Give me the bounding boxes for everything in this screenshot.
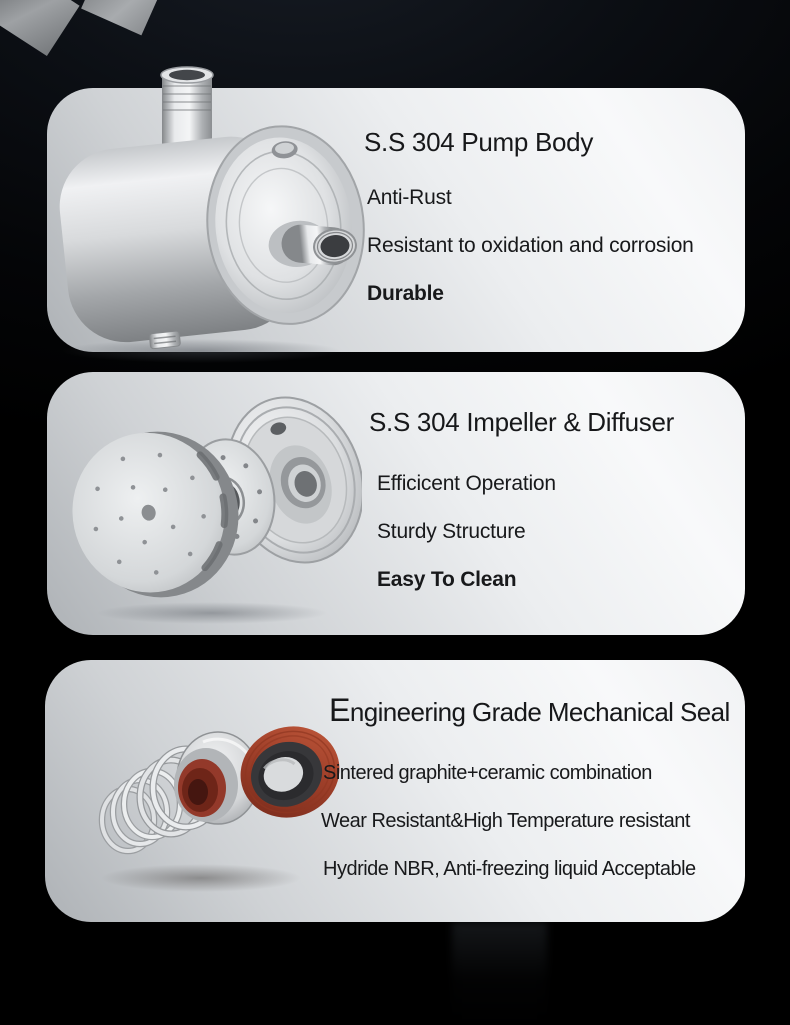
feature-line: Easy To Clean [377,568,517,591]
impeller-diffuser-image [52,382,362,632]
pump-shadow [61,339,341,363]
feature-line: Sintered graphite+ceramic combination [323,762,652,784]
metal-shard-decoration-right [81,0,161,35]
feature-line: Anti-Rust [367,186,452,209]
feature-card-pump-body [47,88,745,352]
bottom-light-streak [452,922,547,1025]
feature-line: Wear Resistant&High Temperature resistant [321,810,690,832]
mechanical-seal-image [53,680,353,910]
card-title: Engineering Grade Mechanical Seal [329,692,730,728]
feature-line: Efficicent Operation [377,472,556,495]
card-title: S.S 304 Impeller & Diffuser [369,407,675,437]
feature-line: Durable [367,282,444,305]
pump-main-body [53,119,371,357]
metal-shard-decoration-left [0,0,80,56]
feature-line: Hydride NBR, Anti-freezing liquid Acceptable [323,858,696,880]
feature-card-mechanical-seal [45,660,745,922]
feature-card-impeller-diffuser [47,372,745,635]
feature-line: Sturdy Structure [377,520,526,543]
discs-shadow [97,602,327,624]
seal-shadow [101,864,301,892]
pump-drain-fitting [149,331,180,349]
card-title: S.S 304 Pump Body [364,127,594,157]
feature-line: Resistant to oxidation and corrosion [367,234,694,257]
pump-body-image [41,64,371,364]
